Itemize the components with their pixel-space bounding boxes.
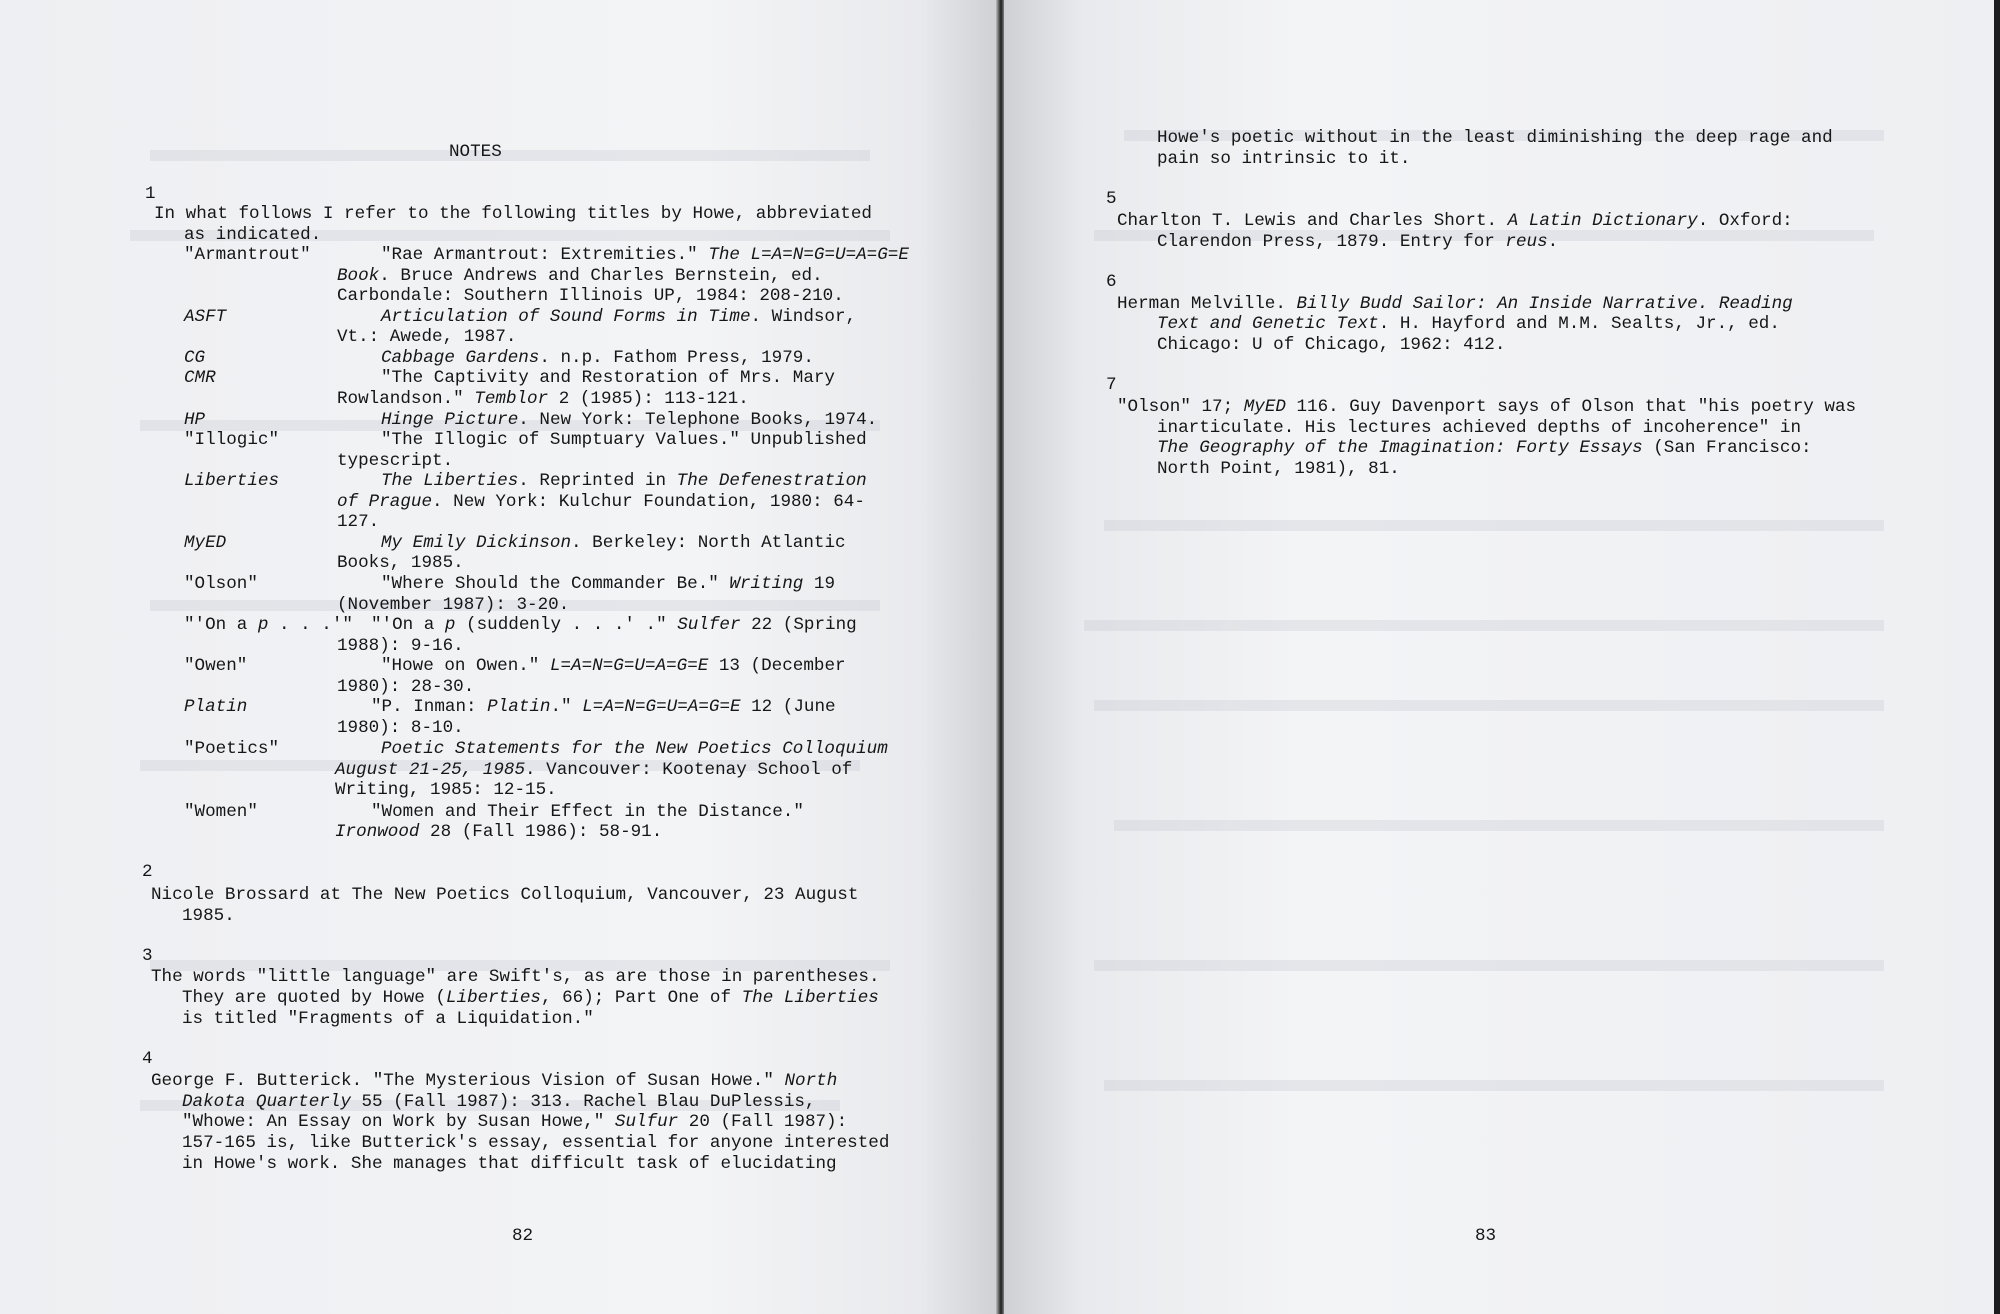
note-text: is titled "Fragments of a Liquidation.": [182, 1009, 594, 1029]
note-text: Text and Genetic Text. H. Hayford and M.M. Sealts, Jr., ed.: [1157, 314, 1780, 334]
left-page: [0, 0, 998, 1314]
note-text: in Howe's work. She manages that difficult task of elucidating: [182, 1154, 837, 1174]
abbrev-key: Liberties: [184, 471, 280, 491]
note-text: "Olson" 17; MyED 116. Guy Davenport says of Olson that "his poetry was: [1117, 397, 1857, 417]
bib-entry: of Prague. New York: Kulchur Foundation, 1980: 64-: [337, 492, 865, 512]
note-text: Dakota Quarterly 55 (Fall 1987): 313. Rachel Blau DuPlessis,: [182, 1092, 816, 1112]
note-number: 4: [142, 1049, 153, 1069]
abbrev-key: "'On a p . . .'": [184, 615, 353, 635]
bib-entry: 127.: [337, 512, 380, 532]
note-text: Clarendon Press, 1879. Entry for reus.: [1157, 232, 1559, 252]
bib-entry: "The Illogic of Sumptuary Values." Unpublished: [381, 430, 867, 450]
bib-entry: "The Captivity and Restoration of Mrs. Mary: [381, 368, 835, 388]
bib-entry: Vt.: Awede, 1987.: [337, 327, 517, 347]
abbrev-key: CMR: [184, 368, 216, 388]
page-number: 82: [512, 1226, 534, 1246]
note-number: 7: [1106, 375, 1117, 395]
abbrev-key: "Women": [184, 802, 258, 822]
abbrev-key: "Armantrout": [184, 245, 311, 265]
right-page: [1004, 0, 1994, 1314]
bib-entry: "P. Inman: Platin." L=A=N=G=U=A=G=E 12 (June: [371, 697, 836, 717]
note-text: Howe's poetic without in the least diminishing the deep rage and: [1157, 128, 1833, 148]
note-text: The words "little language" are Swift's, as are those in parentheses.: [151, 967, 880, 987]
note-number: 1: [145, 184, 156, 204]
abbrev-key: HP: [184, 410, 206, 430]
bib-entry: The Liberties. Reprinted in The Defenestration: [381, 471, 867, 491]
note-number: 5: [1106, 189, 1117, 209]
note-number: 3: [142, 946, 153, 966]
abbrev-key: Platin: [184, 697, 248, 717]
bib-entry: My Emily Dickinson. Berkeley: North Atlantic: [381, 533, 846, 553]
note-number: 6: [1106, 272, 1117, 292]
note-text: North Point, 1981), 81.: [1157, 459, 1400, 479]
abbrev-key: "Olson": [184, 574, 258, 594]
note-text: Chicago: U of Chicago, 1962: 412.: [1157, 335, 1506, 355]
note-text: Herman Melville. Billy Budd Sailor: An Inside Narrative. Reading: [1117, 294, 1793, 314]
note-text: "Whowe: An Essay on Work by Susan Howe," Sulfur 20 (Fall 1987):: [182, 1112, 848, 1132]
bib-entry: Rowlandson." Temblor 2 (1985): 113-121.: [337, 389, 749, 409]
bib-entry: 1988): 9-16.: [337, 636, 464, 656]
note-text: Nicole Brossard at The New Poetics Colloquium, Vancouver, 23 August: [151, 885, 859, 905]
note-text: The Geography of the Imagination: Forty Essays (San Francisco:: [1157, 438, 1812, 458]
note-text: as indicated.: [184, 225, 322, 245]
bib-entry: Book. Bruce Andrews and Charles Bernstein, ed.: [337, 266, 823, 286]
bib-entry: "'On a p (suddenly . . .' ." Sulfer 22 (Spring: [371, 615, 857, 635]
bib-entry: August 21-25, 1985. Vancouver: Kootenay School of: [335, 760, 853, 780]
note-text: In what follows I refer to the following titles by Howe, abbreviated: [154, 204, 872, 224]
bib-entry: typescript.: [337, 451, 454, 471]
bib-entry: Cabbage Gardens. n.p. Fathom Press, 1979.: [381, 348, 814, 368]
abbrev-key: "Illogic": [184, 430, 280, 450]
note-text: 157-165 is, like Butterick's essay, essential for anyone interested: [182, 1133, 890, 1153]
bib-entry: "Where Should the Commander Be." Writing 19: [381, 574, 836, 594]
bib-entry: (November 1987): 3-20.: [337, 595, 570, 615]
note-text: George F. Butterick. "The Mysterious Vision of Susan Howe." North: [151, 1071, 838, 1091]
bib-entry: "Women and Their Effect in the Distance.": [371, 802, 804, 822]
bib-entry: "Howe on Owen." L=A=N=G=U=A=G=E 13 (December: [381, 656, 846, 676]
note-text: Charlton T. Lewis and Charles Short. A Latin Dictionary. Oxford:: [1117, 211, 1793, 231]
bib-entry: Books, 1985.: [337, 553, 464, 573]
note-text: 1985.: [182, 906, 235, 926]
bib-entry: 1980): 28-30.: [337, 677, 475, 697]
abbrev-key: MyED: [184, 533, 227, 553]
abbrev-key: ASFT: [184, 307, 227, 327]
abbrev-key: "Owen": [184, 656, 248, 676]
bib-entry: Poetic Statements for the New Poetics Colloquium: [381, 739, 888, 759]
bib-entry: Carbondale: Southern Illinois UP, 1984: 208-210.: [337, 286, 844, 306]
bib-entry: Writing, 1985: 12-15.: [335, 780, 557, 800]
bib-entry: 1980): 8-10.: [337, 718, 464, 738]
bib-entry: Ironwood 28 (Fall 1986): 58-91.: [335, 822, 663, 842]
note-text: They are quoted by Howe (Liberties, 66); Part One of The Liberties: [182, 988, 879, 1008]
abbrev-key: CG: [184, 348, 206, 368]
bib-entry: Hinge Picture. New York: Telephone Books, 1974.: [381, 410, 878, 430]
notes-heading: NOTES: [449, 142, 502, 162]
note-text: inarticulate. His lectures achieved depths of incoherence" in: [1157, 418, 1802, 438]
note-number: 2: [142, 862, 153, 882]
bib-entry: Articulation of Sound Forms in Time. Windsor,: [381, 307, 857, 327]
abbrev-key: "Poetics": [184, 739, 280, 759]
page-number: 83: [1475, 1226, 1497, 1246]
note-text: pain so intrinsic to it.: [1157, 149, 1411, 169]
bib-entry: "Rae Armantrout: Extremities." The L=A=N=G=U=A=G=E: [381, 245, 909, 265]
